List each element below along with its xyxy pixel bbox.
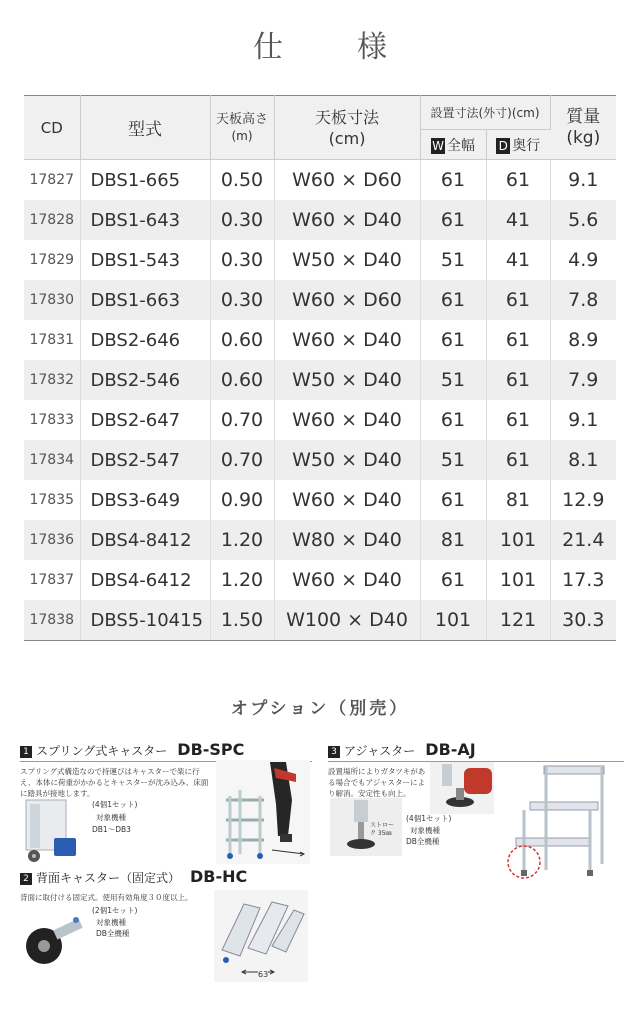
header-weight-label: 質量 <box>566 106 601 127</box>
adjuster-stroke: ストローク 35㎜ <box>370 822 395 837</box>
weight-cell: 8.1 <box>550 440 616 480</box>
option-2-target-label: 対象機種 <box>96 918 126 927</box>
option-2-description: 背面に取付ける固定式。使用有効角度３０度以上。 <box>20 893 193 902</box>
header-install: 設置寸法(外寸)(cm) <box>420 96 550 130</box>
width-cell: 101 <box>420 600 486 641</box>
option-1-name: スプリング式キャスター <box>36 744 168 758</box>
height-cell: 1.20 <box>210 560 274 600</box>
header-depth-label: 奥行 <box>512 137 541 154</box>
option-rear-caster <box>20 867 312 888</box>
option-2-set: (2個1セット) <box>92 906 138 915</box>
option-1-target-label: 対象機種 <box>96 813 126 822</box>
cd-cell: 17831 <box>24 320 80 360</box>
header-top-height <box>210 96 274 160</box>
table-row <box>24 160 616 201</box>
cd-cell: 17837 <box>24 560 80 600</box>
weight-cell: 17.3 <box>562 569 605 591</box>
cd-cell: 17834 <box>24 440 80 480</box>
width-cell: 81 <box>420 520 486 560</box>
height-cell: 0.30 <box>210 280 274 320</box>
header-weight <box>550 96 616 160</box>
header-model: 型式 <box>80 96 210 160</box>
model-cell: DBS2-547 <box>80 440 210 480</box>
depth-cell: 121 <box>486 600 550 641</box>
option-3-code: DB-AJ <box>425 740 476 759</box>
model-cell: DBS2-646 <box>80 320 210 360</box>
header-top-height-label: 天板高さ <box>215 111 268 127</box>
height-cell: 0.50 <box>210 160 274 201</box>
table-row <box>24 520 616 560</box>
size-cell: W50 × D40 <box>274 240 420 280</box>
cd-cell: 17833 <box>24 400 80 440</box>
model-cell: DBS2-647 <box>80 400 210 440</box>
table-row <box>24 600 616 641</box>
height-cell: 1.20 <box>210 520 274 560</box>
option-3-target-label: 対象機種 <box>410 826 440 835</box>
model-cell: DBS3-649 <box>80 480 210 520</box>
model-cell: DBS1-543 <box>80 240 210 280</box>
option-2-number: 2 <box>20 873 32 885</box>
cd-cell: 17835 <box>24 480 80 520</box>
depth-cell: 41 <box>486 240 550 280</box>
width-badge: W <box>432 138 444 153</box>
cd-cell: 17829 <box>24 240 80 280</box>
option-1-target: DB1〜DB3 <box>92 825 131 834</box>
height-cell: 1.50 <box>210 600 274 641</box>
height-cell: 0.30 <box>210 200 274 240</box>
option-1-header <box>20 740 312 762</box>
depth-cell: 81 <box>486 480 550 520</box>
width-cell: 51 <box>420 240 486 280</box>
cd-cell: 17838 <box>24 600 80 641</box>
height-cell: 0.70 <box>210 400 274 440</box>
model-cell: DBS1-643 <box>80 200 210 240</box>
depth-cell: 101 <box>486 560 550 600</box>
option-1-code: DB-SPC <box>177 740 245 759</box>
table-row <box>24 240 616 280</box>
option-2-target: DB全機種 <box>96 929 130 938</box>
spring-caster-photo <box>20 798 82 868</box>
size-cell: W50 × D40 <box>274 440 420 480</box>
size-cell: W60 × D60 <box>274 160 420 201</box>
option-3-number: 3 <box>328 746 340 758</box>
width-cell: 61 <box>420 160 486 201</box>
header-top-height-unit: (m) <box>231 128 253 143</box>
option-spring-caster <box>20 740 312 762</box>
size-cell: W60 × D40 <box>274 400 420 440</box>
option-adjuster <box>328 740 624 762</box>
option-2-code: DB-HC <box>190 867 248 886</box>
width-cell: 61 <box>420 200 486 240</box>
adjuster-closeup-photo <box>430 762 494 818</box>
option-1-set: (4個1セット) <box>92 800 138 809</box>
cd-cell: 17827 <box>24 160 80 201</box>
height-cell: 0.70 <box>210 440 274 480</box>
height-cell: 0.30 <box>210 240 274 280</box>
size-cell: W60 × D40 <box>274 480 420 520</box>
table-row <box>24 400 616 440</box>
options-title: オプション（別売） <box>230 699 410 719</box>
header-depth <box>486 130 550 160</box>
weight-cell: 7.9 <box>550 360 616 400</box>
weight-cell: 4.9 <box>568 249 599 271</box>
option-1-description: スプリング式構造なので持運びはキャスターで楽に行え、本体に荷重がかかるとキャスターが沈み込み、床面に踏具が接地します。 <box>20 767 209 798</box>
height-cell: 0.60 <box>210 320 274 360</box>
model-cell: DBS4-8412 <box>80 520 210 560</box>
spring-caster-usage-photo <box>216 760 310 868</box>
option-3-description: 設置場所によりガタツキがある場合でもアジャスターにより解消。安定性も向上。 <box>328 767 426 798</box>
header-top-size <box>274 96 420 160</box>
size-cell: W60 × D60 <box>274 280 420 320</box>
size-cell: W60 × D40 <box>274 320 420 360</box>
cd-cell: 17836 <box>24 520 80 560</box>
table-row <box>24 480 616 520</box>
depth-cell: 61 <box>486 280 550 320</box>
table-row <box>24 280 616 320</box>
depth-cell: 41 <box>486 200 550 240</box>
spec-table <box>24 95 616 641</box>
depth-cell: 61 <box>486 320 550 360</box>
depth-cell: 61 <box>486 160 550 201</box>
table-row <box>24 200 616 240</box>
height-cell: 0.60 <box>210 360 274 400</box>
size-cell: W50 × D40 <box>274 360 420 400</box>
weight-cell: 9.1 <box>568 409 599 431</box>
width-cell: 61 <box>420 560 486 600</box>
weight-cell: 21.4 <box>550 520 616 560</box>
header-width-label: 全幅 <box>447 137 475 154</box>
size-cell: W80 × D40 <box>274 520 420 560</box>
cd-cell: 17830 <box>24 280 80 320</box>
width-cell: 61 <box>420 320 486 360</box>
option-2-name: 背面キャスター（固定式） <box>36 871 181 885</box>
rear-caster-photo <box>20 906 90 972</box>
model-cell: DBS1-663 <box>80 280 210 320</box>
size-cell: W60 × D40 <box>274 200 420 240</box>
weight-cell: 30.3 <box>550 600 616 641</box>
model-cell: DBS2-546 <box>80 360 210 400</box>
adjuster-usage-photo <box>494 760 624 890</box>
weight-cell: 5.6 <box>550 200 616 240</box>
cd-cell: 17828 <box>24 200 80 240</box>
width-cell: 61 <box>420 280 486 320</box>
option-3-name: アジャスター <box>344 744 416 758</box>
model-cell: DBS4-6412 <box>80 560 210 600</box>
depth-cell: 101 <box>486 520 550 560</box>
table-row <box>24 440 616 480</box>
weight-cell: 8.9 <box>568 329 599 351</box>
table-row <box>24 360 616 400</box>
cd-cell: 17832 <box>24 360 80 400</box>
depth-cell: 61 <box>486 440 550 480</box>
size-cell: W100 × D40 <box>274 600 420 641</box>
width-cell: 51 <box>420 360 486 400</box>
header-weight-unit: (kg) <box>566 127 601 148</box>
table-row <box>24 320 616 360</box>
weight-cell: 7.8 <box>550 280 616 320</box>
depth-badge: D <box>496 138 510 154</box>
width-cell: 51 <box>420 440 486 480</box>
header-top-size-unit: (cm) <box>328 128 366 148</box>
model-cell: DBS1-665 <box>80 160 210 201</box>
page-title: 仕 様 <box>253 30 409 65</box>
header-width <box>420 130 486 160</box>
option-3-header <box>328 740 624 762</box>
width-cell: 61 <box>420 400 486 440</box>
height-cell: 0.90 <box>210 480 274 520</box>
option-1-number: 1 <box>20 746 32 758</box>
depth-cell: 61 <box>486 360 550 400</box>
header-top-size-label: 天板寸法 <box>314 107 379 127</box>
header-cd: CD <box>24 96 80 160</box>
weight-cell: 12.9 <box>562 489 605 511</box>
option-2-header <box>20 867 312 888</box>
depth-cell: 61 <box>486 400 550 440</box>
size-cell: W60 × D40 <box>274 560 420 600</box>
option-3-target: DB全機種 <box>406 837 440 846</box>
rear-caster-dimension: 63 <box>258 970 269 979</box>
option-3-set: (4個1セット) <box>406 814 452 823</box>
weight-cell: 9.1 <box>568 169 599 191</box>
width-cell: 61 <box>420 480 486 520</box>
table-row <box>24 560 616 600</box>
model-cell: DBS5-10415 <box>80 600 210 641</box>
